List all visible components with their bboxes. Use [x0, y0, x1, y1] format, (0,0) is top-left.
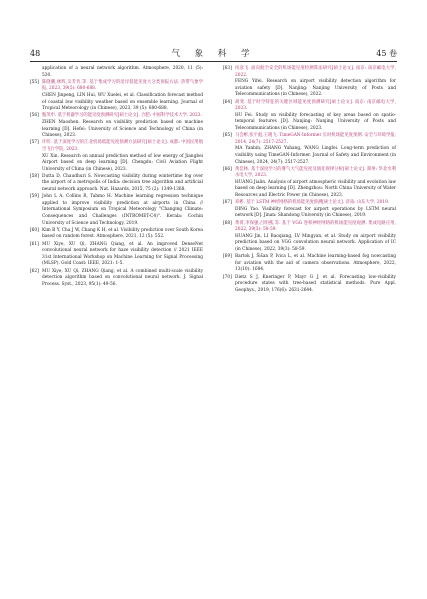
reference-chinese-text: 陈晓鹏,林辉,吴芳肯,等. 基于集成学习的沿岸低能见度大分类预报方法. 热带气象学报, 2023, 39(5): 680-688.: [42, 79, 203, 92]
reference-number: [68]: [223, 220, 232, 226]
reference-english-text: Dietz S J, Kneringer P, Mayr G J, et al. Forecasting low-visibility procedure states with tree-based statistical methods. Pure Appl. Geophys., 2019, 176(6): 2631-2644.: [235, 274, 396, 293]
reference-english-text: MU Xiye, XU Qi, ZHANG Qiang, et al. A combined multi-scale visibility detection algorithm based on convolutional neural network. J. Signal Process. Syst., 2023, 95(1): 49-56.: [42, 268, 203, 287]
reference-number: [64]: [223, 99, 232, 105]
reference-chinese-text: 胡斐. 基于时空特征的关键区域能见度预测研究[硕士论文]. 南京: 南京邮电大学, 2023.: [235, 99, 396, 112]
reference-entry: [223, 167, 396, 200]
reference-english-text: HUANG Jin, LI Baoqiang, LV Mingyan, et al. Study on airport visibility prediction based on VGG convolution neural network. Application of IC (in Chinese), 2022, 39(3): 58-59.: [235, 233, 396, 252]
reference-number: [55]: [30, 79, 39, 85]
reference-english-text: HU Fei. Study on visibility forecasting of key areas based on spatio-temporal features [D]. Nanjing: Nanjing University of Posts and Telecommunications (in Chinese), 2023.: [235, 112, 396, 131]
reference-number: [62]: [30, 268, 39, 274]
reference-entry: [223, 66, 396, 99]
reference-english-text: MU Xiye, XU Qi, ZHANG Qiang, et al. An improved DenseNet convolutional neural network for haze visibility detection // 2021 IEEE 31st International Workshop on Machine Learning for Signal Processing (MLSP). Gold Coast: IEEE, 2021: 1-5.: [42, 241, 203, 267]
reference-english-text: application of a neural network algorithm. Atmosphere, 2020, 11 (5): 530.: [42, 66, 203, 78]
volume-label: 45 卷: [376, 49, 397, 58]
reference-number: [65]: [223, 133, 232, 139]
reference-chinese-text: 黄佳林. 基于深度学习的雾气大气能见度及演化规律分析[硕士论文]. 郑州: 华北水利水电大学, 2023.: [235, 166, 396, 179]
reference-number: [60]: [30, 227, 39, 233]
reference-column-right: [223, 66, 396, 295]
header-rule: [30, 61, 397, 62]
reference-number: [66]: [223, 166, 232, 172]
reference-entry: [30, 113, 203, 139]
reference-number: [56]: [30, 113, 39, 119]
reference-entry: [223, 200, 396, 220]
reference-entry: [223, 100, 396, 133]
reference-number: [69]: [223, 254, 232, 260]
page-number: 48: [30, 49, 41, 58]
reference-number: [67]: [223, 200, 232, 206]
reference-chinese-text: 风彦飞. 面向航空安全的机场能见度检测算法研究[硕士论文]. 南京: 南京邮电大学, 2022.: [235, 66, 396, 78]
reference-entry: [223, 254, 396, 274]
reference-chinese-text: 许昕. 基于深度学习的江北机场低能见度预测方法研究[硕士论文]. 成都: 中国民用航空飞行学院, 2023.: [42, 140, 203, 152]
reference-entry: [30, 194, 203, 227]
reference-chinese-text: 黄菁,李保强,吕明燕,等. 基于 VGG 卷积神经网络的机场能见度观测. 集成电路应用, 2022, 39(3): 58-59.: [235, 220, 396, 233]
reference-entry: [30, 80, 203, 113]
reference-column-left: [30, 66, 203, 289]
reference-entry: [30, 140, 203, 173]
page-header: [30, 48, 397, 60]
reference-english-text: CHEN Jinpeng, LIN Hui, WU Xuelei, et al. Classification forecast method of coastal low visibility weather based on ensemble learning. Journal of Tropical Meteorology (in Chinese), 2023, 39 (5): 680-688.: [42, 92, 203, 112]
reference-english-text: ZHEN Maoshen. Research on visibility prediction based on machine learning [D]. Hefei: University of Science and Technology of China (in Chinese), 2023.: [42, 119, 203, 139]
reference-chinese-text: 邓彬. 基于 LSTM 神经网络的机场能见度预测[硕士论文]. 济南: 山东大学, 2019.: [235, 200, 390, 206]
reference-english-text: HUANG Jialin. Analysis of airport atmospheric visibility and evolution law based on deep learning [D]. Zhengzhou: North China University of Water Resources and Electric Power (in Chinese), 2023.: [235, 179, 396, 199]
reference-number: [63]: [223, 66, 232, 71]
reference-english-text: DING Yao. Visibility forecast for airport operations by LSTM neural network [D]. Jinan: Shandong University (in Chinese), 2019.: [235, 206, 396, 219]
reference-english-text: FENG Yifei. Research on airport visibility detection algorithm for aviation safety [D]. Nanjing: Nanjing University of Posts and Telecommunications (in Chinese), 2022.: [235, 79, 396, 98]
reference-entry: [223, 133, 396, 166]
journal-name: 气 象 科 学: [171, 49, 256, 59]
reference-english-text: MA Yanbin, ZHANG Yuhang, WANG Lingfei. Long-term prediction of visibility using TimeGAN-Informer. Journal of Safety and Environment (in Chinese), 2024, 24(7): 2517-2527.: [235, 146, 396, 165]
reference-english-text: John L A, Collins R, Tahmo H. Machine learning regression technique applied to improve visibility prediction at airports in China // International Symposium on Tropical Meteorology "Changing Climate: Consequences and Challenges (INTROMET-C4)". Kerala: Cochin University of Science and Technology, 2019.: [42, 194, 203, 226]
reference-entry: [30, 66, 203, 79]
reference-entry: [30, 174, 203, 194]
reference-english-text: Kim B Y, Cha J W, Chang K H, et al. Visibility prediction over South Korea based on random forest. Atmosphere, 2021, 12 (5): 552.: [42, 227, 203, 240]
reference-entry: [30, 228, 203, 241]
reference-entry: [30, 269, 203, 289]
reference-entry: [223, 275, 396, 295]
reference-number: [59]: [30, 194, 39, 200]
reference-number: [61]: [30, 241, 39, 247]
reference-entry: [223, 221, 396, 254]
reference-english-text: Bartok J, Šišan P, Ivica L, et al. Machine learning-based fog nowcasting for aviation with the aid of camera observations. Atmosphere, 2022, 13(10): 1684.: [235, 254, 396, 273]
reference-number: [70]: [223, 274, 232, 280]
reference-entry: [30, 242, 203, 268]
reference-number: [58]: [30, 173, 39, 179]
reference-english-text: Dutta D, Chaudhuri S. Nowcasting visibility during wintertime fog over the airport of a metropolis of India: decision tree algorithm and artificial neural network approach. Nat. Hazards, 2015, 75 (2): 1349-1368.: [42, 173, 203, 193]
reference-english-text: XU Xin. Research on annual prediction method of low energy of Jiangbei Airport based on deep learning [D]. Chengdu: Civil Aviation Flight University of China (in Chinese), 2023.: [42, 153, 203, 172]
reference-chinese-text: 甄茂申. 基于机器学习的能见度预测研究[硕士论文]. 合肥: 中国科学技术大学, 2023.: [42, 113, 202, 119]
reference-number: [57]: [30, 140, 39, 146]
reference-chinese-text: 马会彬,张宇彪,王晓飞. TimeGAN-Informer 长时机场能见度预测. 安全与环境学报, 2014, 24(7): 2517-2527.: [235, 133, 396, 145]
